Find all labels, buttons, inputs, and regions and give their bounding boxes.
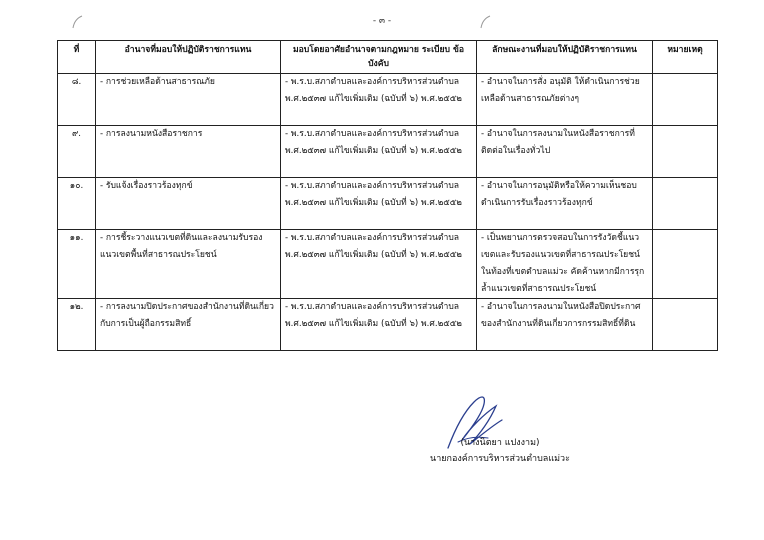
row-work: - อำนาจในการอนุมัติหรือให้ความเห็นชอบดำเนินการรับเรื่องราวร้องทุกข์: [477, 178, 653, 230]
row-work: - อำนาจในการสั่ง อนุมัติ ให้ดำเนินการช่วยเหลือด้านสาธารณภัยต่างๆ: [477, 74, 653, 126]
row-law: - พ.ร.บ.สภาตำบลและองค์การบริหารส่วนตำบล พ.ศ.๒๕๓๗ แก้ไขเพิ่มเติม (ฉบับที่ ๖) พ.ศ.๒๕๕๒: [281, 74, 477, 126]
header-work: ลักษณะงานที่มอบให้ปฏิบัติราชการแทน: [477, 41, 653, 74]
table-row: [58, 126, 718, 178]
row-work: - อำนาจในการลงนามในหนังสือราชการที่ติดต่อในเรื่องทั่วไป: [477, 126, 653, 178]
delegation-table: [57, 40, 718, 351]
row-number: ๑๑.: [58, 230, 96, 299]
table-row: [58, 230, 718, 299]
header-authority: อำนาจที่มอบให้ปฏิบัติราชการแทน: [96, 41, 281, 74]
row-number: ๙.: [58, 126, 96, 178]
row-authority: - รับแจ้งเรื่องราวร้องทุกข์: [96, 178, 281, 230]
row-work: - เป็นพยานการตรวจสอบในการรังวัดชี้แนวเขตและรับรองแนวเขตที่สาธารณประโยชน์ในท้องที่เขตตำบลแม่วะ คัดค้านหากมีการรุกล้ำแนวเขตที่สาธารณประโยชน์: [477, 230, 653, 299]
header-number: ที่: [58, 41, 96, 74]
row-authority: - การช่วยเหลือด้านสาธารณภัย: [96, 74, 281, 126]
row-law: - พ.ร.บ.สภาตำบลและองค์การบริหารส่วนตำบล พ.ศ.๒๕๓๗ แก้ไขเพิ่มเติม (ฉบับที่ ๖) พ.ศ.๒๕๕๒: [281, 299, 477, 351]
table-row: [58, 178, 718, 230]
row-authority: - การลงนามหนังสือราชการ: [96, 126, 281, 178]
table-header-row: [58, 41, 718, 74]
signature-block: [380, 435, 620, 467]
page-number: - ๓ -: [372, 16, 392, 26]
signatory-position: นายกองค์การบริหารส่วนตำบลแม่วะ: [430, 454, 570, 464]
row-note: [653, 74, 718, 126]
row-authority: - การลงนามปิดประกาศของสำนักงานที่ดินเกี่ยวกับการเป็นผู้ถือกรรมสิทธิ์: [96, 299, 281, 351]
row-law: - พ.ร.บ.สภาตำบลและองค์การบริหารส่วนตำบล พ.ศ.๒๕๓๗ แก้ไขเพิ่มเติม (ฉบับที่ ๖) พ.ศ.๒๕๕๒: [281, 178, 477, 230]
table-row: [58, 74, 718, 126]
row-note: [653, 299, 718, 351]
row-law: - พ.ร.บ.สภาตำบลและองค์การบริหารส่วนตำบล พ.ศ.๒๕๓๗ แก้ไขเพิ่มเติม (ฉบับที่ ๖) พ.ศ.๒๕๕๒: [281, 126, 477, 178]
row-note: [653, 126, 718, 178]
row-number: ๘.: [58, 74, 96, 126]
row-number: ๑๐.: [58, 178, 96, 230]
row-law: - พ.ร.บ.สภาตำบลและองค์การบริหารส่วนตำบล พ.ศ.๒๕๓๗ แก้ไขเพิ่มเติม (ฉบับที่ ๖) พ.ศ.๒๕๕๒: [281, 230, 477, 299]
row-number: ๑๒.: [58, 299, 96, 351]
corner-mark-left: [70, 15, 84, 29]
row-work: - อำนาจในการลงนามในหนังสือปิดประกาศของสำนักงานที่ดินเกี่ยวการกรรมสิทธิ์ที่ดิน: [477, 299, 653, 351]
row-authority: - การชี้ระวางแนวเขตที่ดินและลงนามรับรองแนวเขตพื้นที่สาธารณประโยชน์: [96, 230, 281, 299]
header-law: มอบโดยอาศัยอำนาจตามกฎหมาย ระเบียบ ข้อบังคับ: [281, 41, 477, 74]
corner-mark-right: [478, 15, 492, 29]
row-note: [653, 230, 718, 299]
row-note: [653, 178, 718, 230]
signatory-name: (นางนิตยา แปงงาม): [460, 438, 540, 448]
table-row: [58, 299, 718, 351]
header-note: หมายเหตุ: [653, 41, 718, 74]
